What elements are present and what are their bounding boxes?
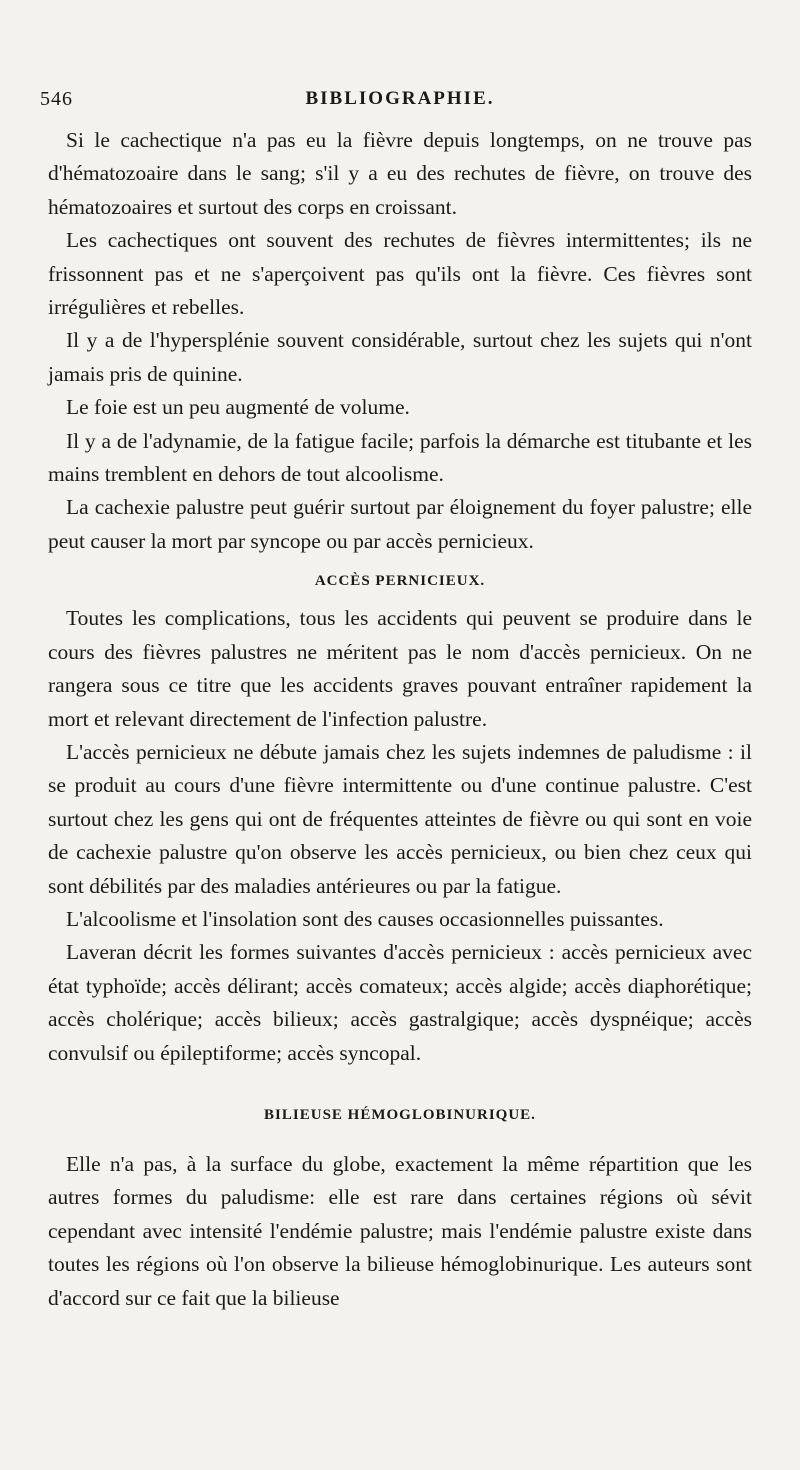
page-header <box>40 88 760 114</box>
paragraph: Le foie est un peu augmenté de volume. <box>66 395 410 420</box>
page-number: 546 <box>40 88 73 110</box>
paragraph: Il y a de l'adynamie, de la fatigue facile; parfois la démarche est titubante et les mains tremblent en dehors de tout alcoolisme. <box>48 428 752 487</box>
paragraph: L'accès pernicieux ne débute jamais chez les sujets indemnes de paludisme : il se produit au cours d'une fièvre intermittente ou d'une continue palustre. C'est surtout chez les gens qui ont de fréquentes atteintes de fièvre ou qui sont en voie de cachexie palustre qu'on observe les accès pernicieux, ou bien chez ceux qui sont débilités par des maladies antérieures ou par la fatigue. <box>48 739 752 898</box>
paragraph: La cachexie palustre peut guérir surtout par éloignement du foyer palustre; elle peut causer la mort par syncope ou par accès pernicieux. <box>48 495 752 553</box>
paragraph: Toutes les complications, tous les accidents qui peuvent se produire dans le cours des fièvres palustres ne méritent pas le nom d'accès pernicieux. On ne rangera sous ce titre que les accidents graves pouvant entraîner rapidement la mort et relevant directement de l'infection palustre. <box>48 606 752 731</box>
section-heading-bilieuse: BILIEUSE HÉMOGLOBINURIQUE. <box>264 1106 536 1123</box>
paragraph: Si le cachectique n'a pas eu la fièvre depuis longtemps, on ne trouve pas d'hématozoaire dans le sang; s'il y a eu des rechutes de fièvre, on trouve des hématozoaires et surtout des corps en croissant. <box>48 128 752 219</box>
section-gap <box>48 1070 752 1092</box>
section-heading-acces-pernicieux: ACCÈS PERNICIEUX. <box>314 573 486 590</box>
paragraph: Les cachectiques ont souvent des rechutes de fièvres intermittentes; ils ne frissonnent pas et ne s'aperçoivent pas qu'ils ont la fièvre. Ces fièvres sont irrégulières et rebelles. <box>48 228 752 320</box>
paragraph: Il y a de l'hypersplénie souvent considérable, surtout chez les sujets qui n'ont jamais pris de quinine. <box>48 328 752 386</box>
section-gap <box>48 1136 752 1148</box>
paragraph: L'alcoolisme et l'insolation sont des causes occasionnelles puissantes. <box>66 906 664 931</box>
body-text <box>48 124 752 1315</box>
running-title: BIBLIOGRAPHIE. <box>305 88 495 109</box>
paragraph: Elle n'a pas, à la surface du globe, exactement la même répartition que les autres formes du paludisme: elle est rare dans certaines régions où sévit cependant avec intensité l'endémie palustre; mais l'endémie palustre existe dans toutes les régions où l'on observe la bilieuse hémoglobinurique. Les auteurs sont d'accord sur ce fait que la bilieuse <box>48 1151 752 1310</box>
paragraph: Laveran décrit les formes suivantes d'accès pernicieux : accès pernicieux avec état typhoïde; accès délirant; accès comateux; accès algide; accès diaphorétique; accès cholérique; accès bilieux; accès gastralgique; accès dyspnéique; accès convulsif ou épileptiforme; accès syncopal. <box>48 940 752 1065</box>
